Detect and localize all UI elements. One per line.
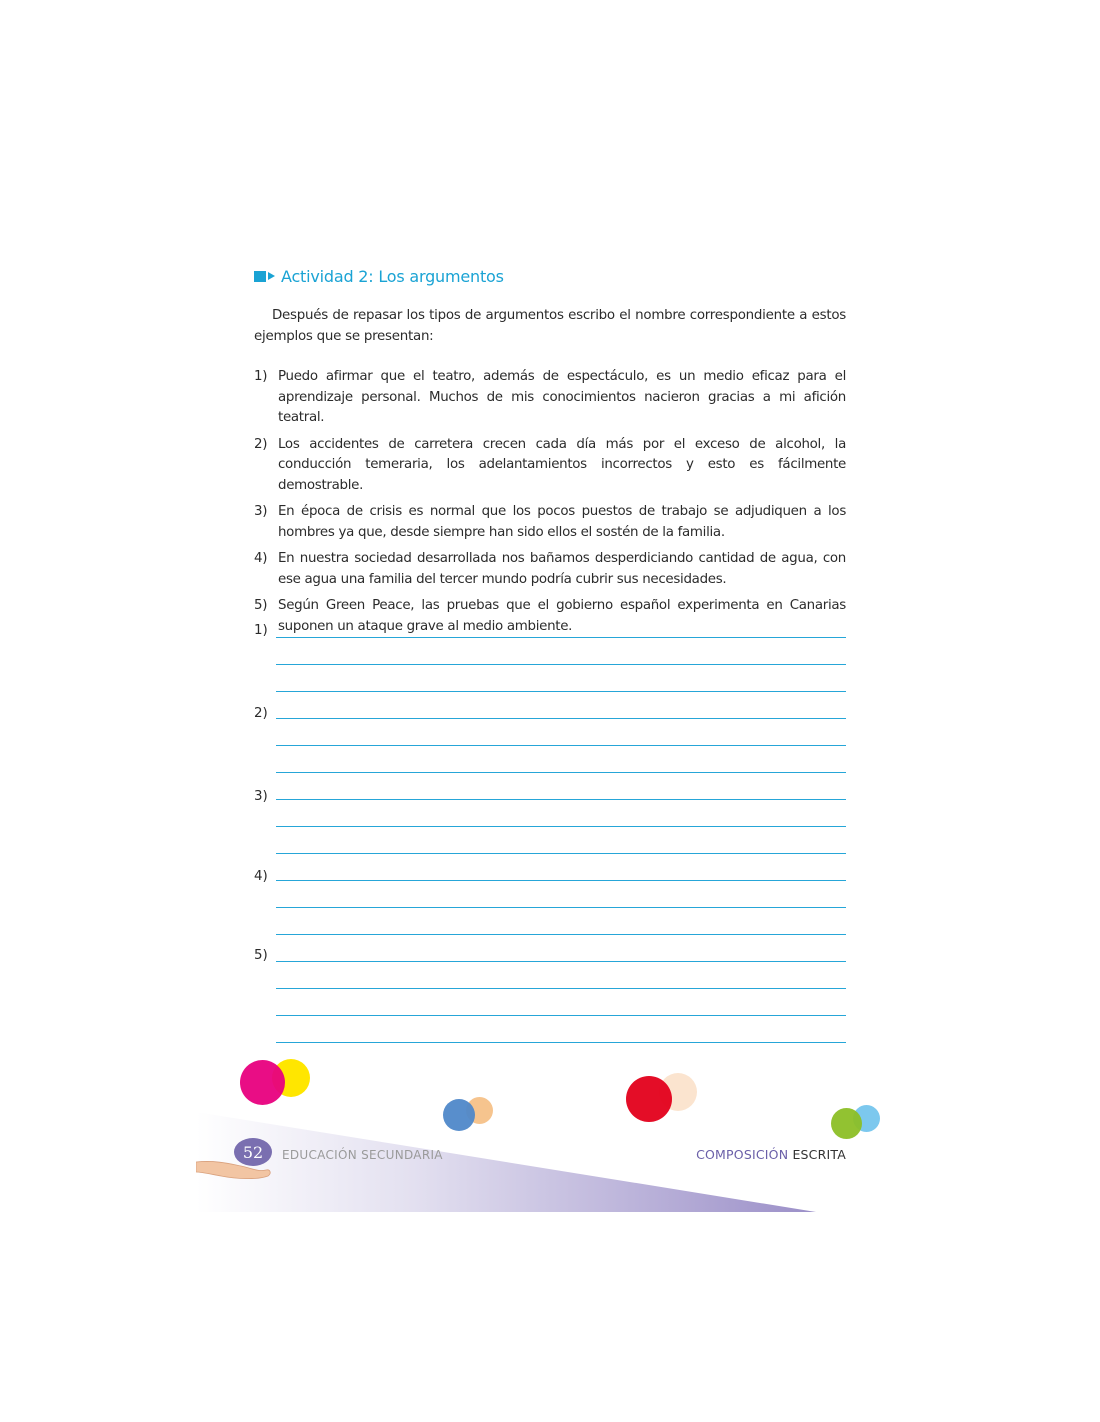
green-circle-decoration <box>831 1108 862 1139</box>
example-item <box>254 367 846 429</box>
example-number: 2) <box>254 436 268 452</box>
answer-line[interactable] <box>276 880 846 881</box>
answer-number: 2) <box>254 706 268 721</box>
answer-number: 5) <box>254 948 268 963</box>
activity-heading <box>254 264 504 288</box>
footer-right-word-b: ESCRITA <box>792 1147 846 1162</box>
answer-line[interactable] <box>276 853 846 854</box>
answer-line[interactable] <box>276 934 846 935</box>
answer-line[interactable] <box>276 799 846 800</box>
example-item <box>254 549 846 590</box>
example-text: Según Green Peace, las pruebas que el gobierno español experimenta en Canarias suponen un ataque grave al medio ambiente. <box>278 598 846 634</box>
footer-right-label <box>696 1147 846 1162</box>
answer-line[interactable] <box>276 637 846 638</box>
answer-line[interactable] <box>276 961 846 962</box>
example-text: Puedo afirmar que el teatro, además de espectáculo, es un medio eficaz para el aprendizaje personal. Muchos de mis conocimientos nacieron gracias a mi afición teatral. <box>278 369 846 425</box>
answer-number: 1) <box>254 623 268 638</box>
magenta-circle-decoration <box>240 1060 285 1105</box>
answer-line[interactable] <box>276 664 846 665</box>
answer-number: 4) <box>254 869 268 884</box>
answer-line[interactable] <box>276 718 846 719</box>
example-item <box>254 596 846 637</box>
example-number: 5) <box>254 598 268 613</box>
footer-left-label: EDUCACIÓN SECUNDARIA <box>282 1148 443 1162</box>
arrow-bullet-icon <box>268 272 275 280</box>
square-bullet-icon <box>254 271 266 282</box>
example-item <box>254 502 846 543</box>
example-text: Los accidentes de carretera crecen cada día más por el exceso de alcohol, la conducción temeraria, los adelantamientos incorrectos y esto es fácilmente demostrable. <box>278 436 846 493</box>
answer-line[interactable] <box>276 907 846 908</box>
example-text: En nuestra sociedad desarrollada nos bañamos desperdiciando cantidad de agua, con ese agua una familia del tercer mundo podría cubrir sus necesidades. <box>278 551 846 587</box>
answer-number: 3) <box>254 789 268 804</box>
activity-title: Actividad 2: Los argumentos <box>281 266 504 286</box>
answer-line[interactable] <box>276 826 846 827</box>
examples-list <box>254 367 846 643</box>
example-text: En época de crisis es normal que los pocos puestos de trabajo se adjudiquen a los hombres ya que, desde siempre han sido ellos el sostén de la familia. <box>278 504 846 540</box>
answer-line[interactable] <box>276 1015 846 1016</box>
answer-line[interactable] <box>276 691 846 692</box>
answer-line[interactable] <box>276 772 846 773</box>
example-number: 3) <box>254 504 268 519</box>
example-item <box>254 435 846 497</box>
example-number: 1) <box>254 369 268 384</box>
page-number-badge: 52 <box>234 1138 272 1166</box>
example-number: 4) <box>254 551 268 566</box>
intro-paragraph: Después de repasar los tipos de argumentos escribo el nombre correspondiente a estos ejemplos que se presentan: <box>254 308 846 344</box>
answer-line[interactable] <box>276 1042 846 1043</box>
answer-line[interactable] <box>276 988 846 989</box>
footer-right-word-a: COMPOSICIÓN <box>696 1147 789 1162</box>
footer-band-decoration <box>196 1112 816 1212</box>
answer-line[interactable] <box>276 745 846 746</box>
